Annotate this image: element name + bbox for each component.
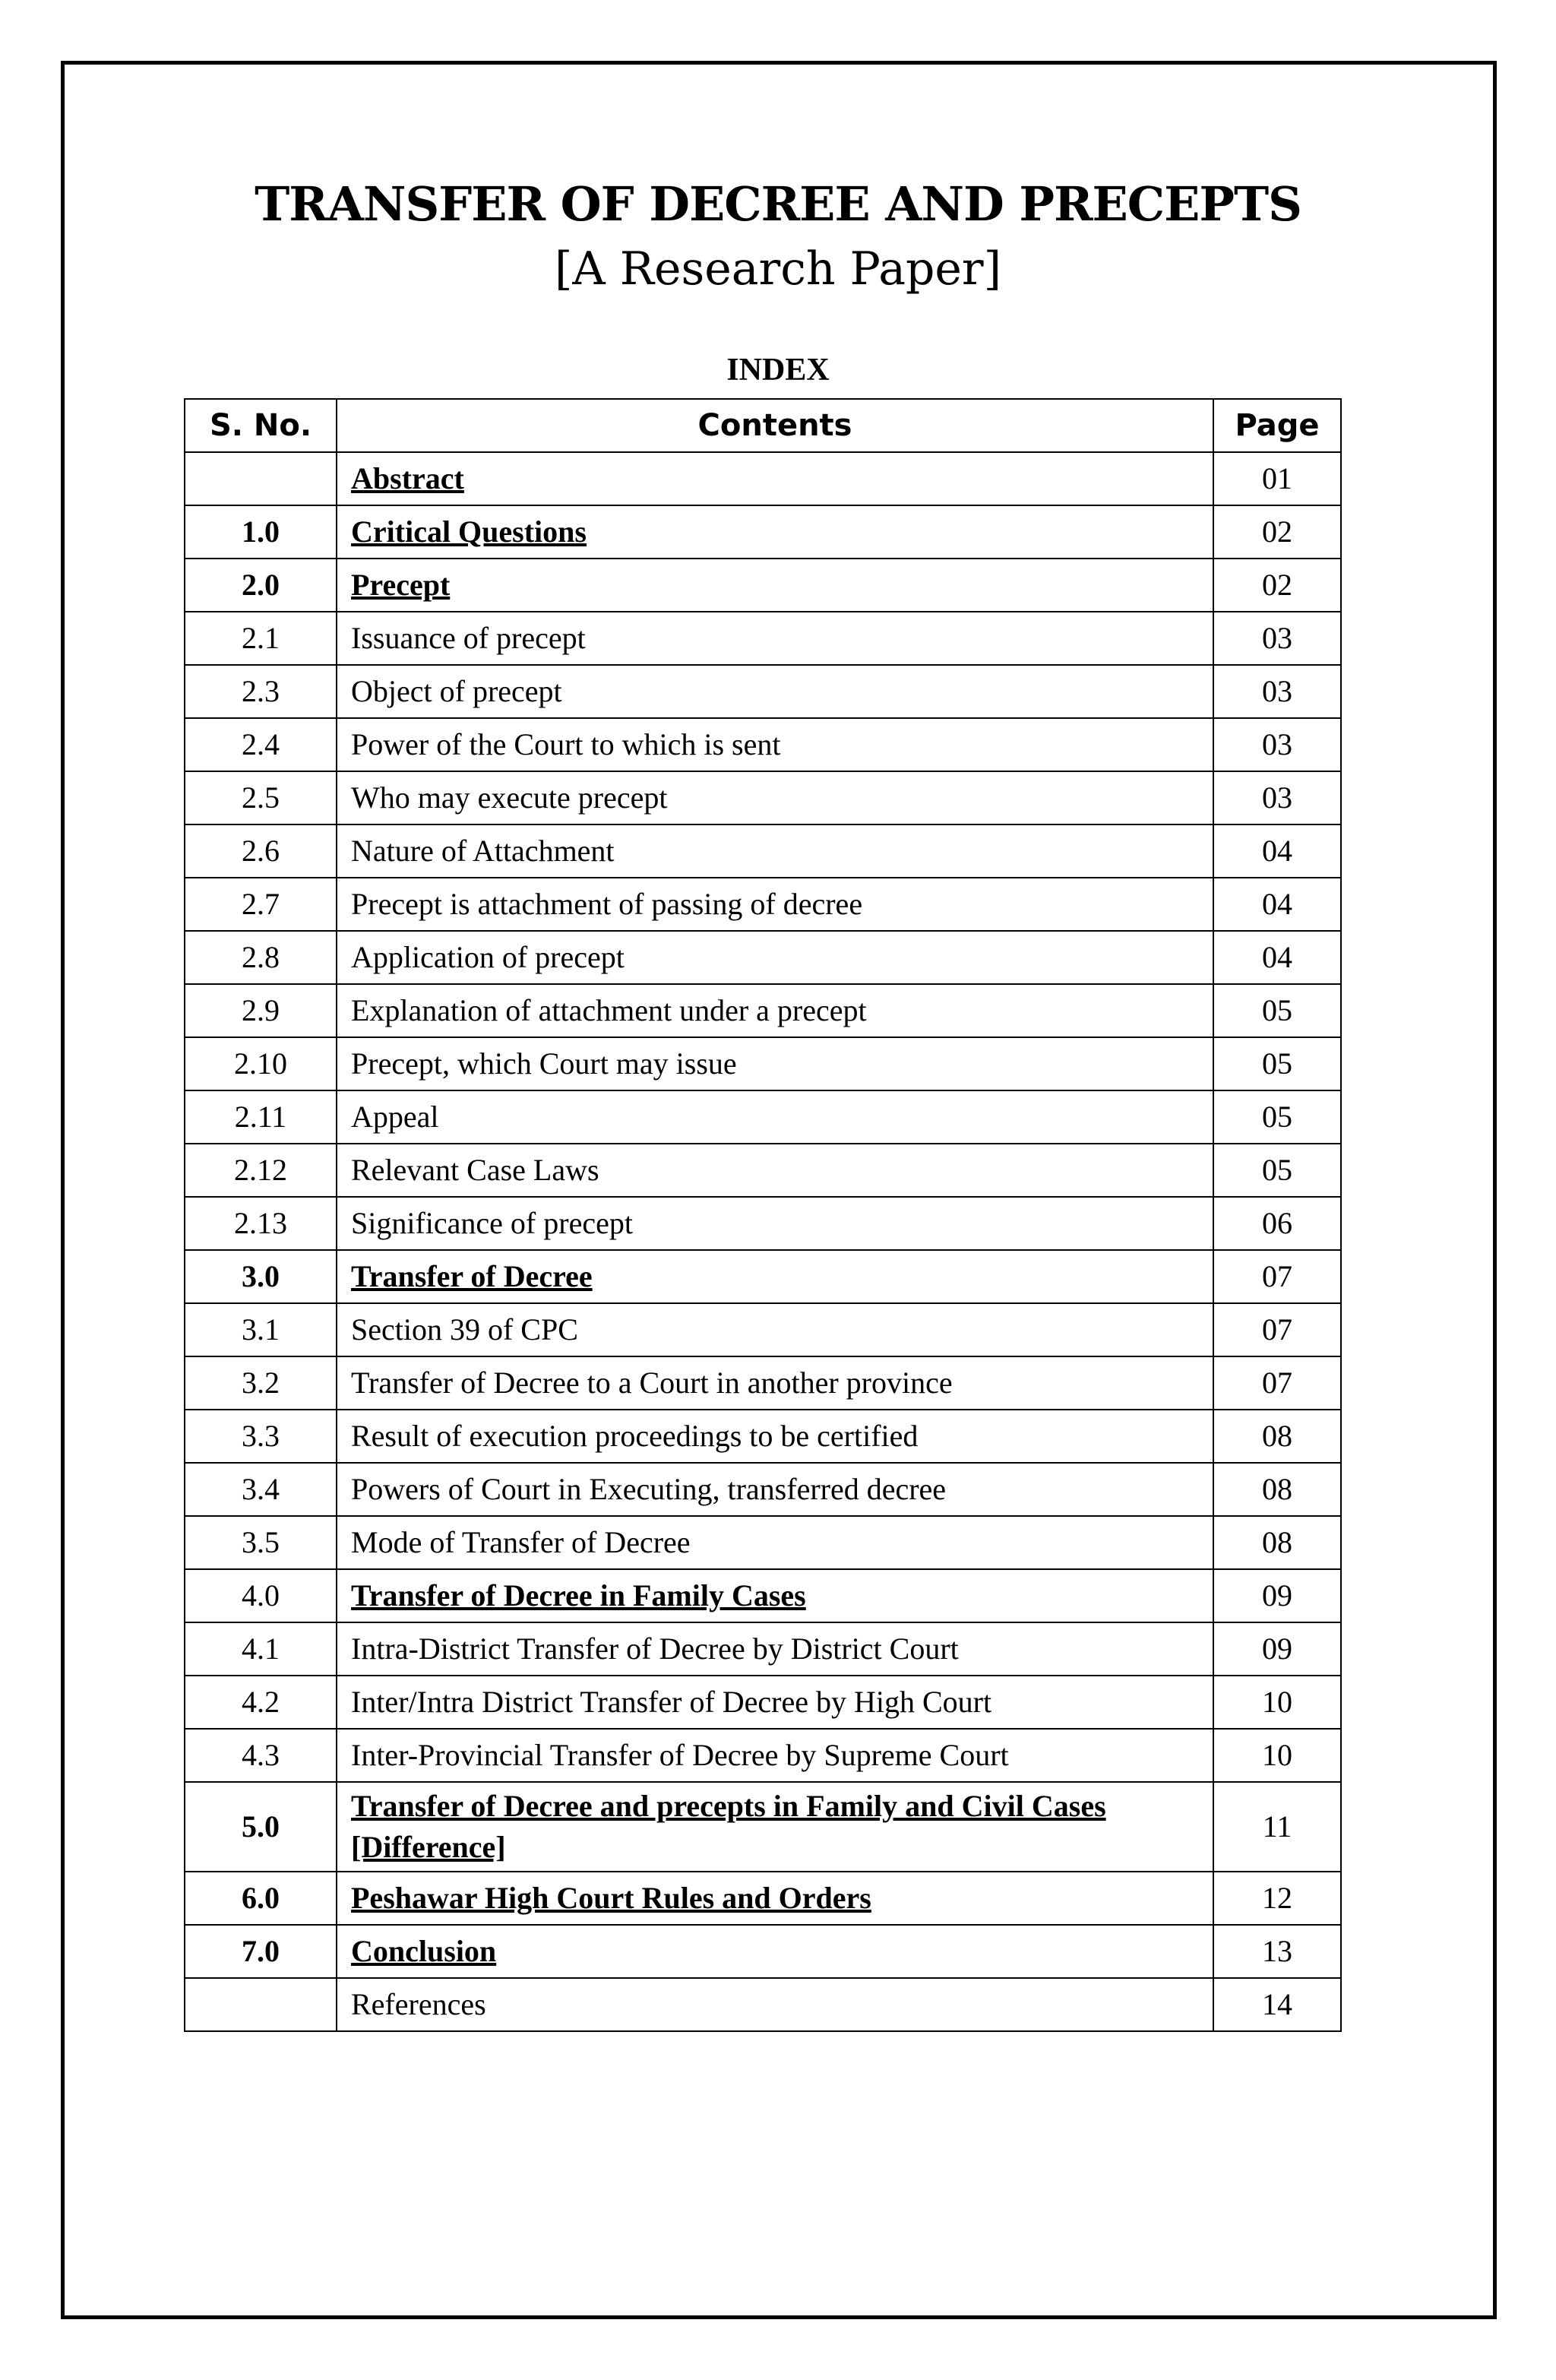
row-page-number: 14: [1213, 1978, 1341, 2031]
table-row: [185, 984, 1341, 1037]
table-row: [185, 1463, 1341, 1516]
table-row: [185, 1978, 1341, 2031]
table-row: [185, 1037, 1341, 1090]
table-row: [185, 771, 1341, 824]
row-section-number: 2.9: [185, 984, 337, 1037]
row-page-number: 08: [1213, 1463, 1341, 1516]
row-section-number: 2.13: [185, 1197, 337, 1250]
row-contents-title: References: [337, 1978, 1213, 2031]
row-section-number: 4.2: [185, 1676, 337, 1729]
row-page-number: 06: [1213, 1197, 1341, 1250]
table-row: [185, 824, 1341, 878]
row-contents-title: Significance of precept: [337, 1197, 1213, 1250]
table-row: [185, 1516, 1341, 1569]
row-section-number: 2.12: [185, 1144, 337, 1197]
row-contents-title: Issuance of precept: [337, 612, 1213, 665]
row-section-number: 3.4: [185, 1463, 337, 1516]
table-row: [185, 1872, 1341, 1925]
row-contents-title: Mode of Transfer of Decree: [337, 1516, 1213, 1569]
row-contents-title: Precept is attachment of passing of decree: [337, 878, 1213, 931]
row-contents-title: Inter/Intra District Transfer of Decree by High Court: [337, 1676, 1213, 1729]
row-page-number: 05: [1213, 1144, 1341, 1197]
header-page: Page: [1213, 399, 1341, 452]
row-contents-title: Transfer of Decree in Family Cases: [337, 1569, 1213, 1622]
row-page-number: 07: [1213, 1356, 1341, 1410]
row-section-number: 3.5: [185, 1516, 337, 1569]
table-row: [185, 1676, 1341, 1729]
header-contents: Contents: [337, 399, 1213, 452]
row-contents-title: Application of precept: [337, 931, 1213, 984]
table-row: [185, 1782, 1341, 1872]
table-row: [185, 505, 1341, 559]
row-page-number: 04: [1213, 824, 1341, 878]
row-page-number: 03: [1213, 718, 1341, 771]
row-contents-title: Conclusion: [337, 1925, 1213, 1978]
row-page-number: 11: [1213, 1782, 1341, 1872]
table-row: [185, 1144, 1341, 1197]
row-page-number: 09: [1213, 1622, 1341, 1676]
row-page-number: 12: [1213, 1872, 1341, 1925]
row-contents-title: Precept, which Court may issue: [337, 1037, 1213, 1090]
row-contents-title: Explanation of attachment under a precept: [337, 984, 1213, 1037]
row-page-number: 02: [1213, 559, 1341, 612]
row-page-number: 03: [1213, 612, 1341, 665]
table-row: [185, 718, 1341, 771]
table-row: [185, 1569, 1341, 1622]
index-heading: INDEX: [726, 353, 830, 388]
row-contents-title: Powers of Court in Executing, transferred decree: [337, 1463, 1213, 1516]
row-contents-title: Section 39 of CPC: [337, 1303, 1213, 1356]
row-contents-title: Transfer of Decree to a Court in another province: [337, 1356, 1213, 1410]
table-row: [185, 559, 1341, 612]
row-section-number: 2.7: [185, 878, 337, 931]
row-page-number: 05: [1213, 1090, 1341, 1144]
row-contents-title: Nature of Attachment: [337, 824, 1213, 878]
row-page-number: 09: [1213, 1569, 1341, 1622]
document-title: TRANSFER OF DECREE AND PRECEPTS: [255, 176, 1301, 232]
table-row: [185, 1303, 1341, 1356]
row-section-number: 4.3: [185, 1729, 337, 1782]
header-sno: S. No.: [185, 399, 337, 452]
row-contents-title: Critical Questions: [337, 505, 1213, 559]
row-page-number: 05: [1213, 984, 1341, 1037]
row-page-number: 03: [1213, 665, 1341, 718]
table-header-row: [185, 399, 1341, 452]
row-section-number: 3.2: [185, 1356, 337, 1410]
row-page-number: 08: [1213, 1410, 1341, 1463]
row-section-number: 2.11: [185, 1090, 337, 1144]
table-row: [185, 1356, 1341, 1410]
table-row: [185, 878, 1341, 931]
row-page-number: 02: [1213, 505, 1341, 559]
row-page-number: 05: [1213, 1037, 1341, 1090]
row-section-number: 6.0: [185, 1872, 337, 1925]
table-row: [185, 665, 1341, 718]
table-row: [185, 612, 1341, 665]
row-contents-title: Inter-Provincial Transfer of Decree by Supreme Court: [337, 1729, 1213, 1782]
table-row: [185, 1197, 1341, 1250]
row-section-number: 2.5: [185, 771, 337, 824]
table-row: [185, 1090, 1341, 1144]
row-section-number: 7.0: [185, 1925, 337, 1978]
row-section-number: 1.0: [185, 505, 337, 559]
row-section-number: 5.0: [185, 1782, 337, 1872]
row-section-number: [185, 1978, 337, 2031]
row-section-number: 2.4: [185, 718, 337, 771]
row-page-number: 10: [1213, 1729, 1341, 1782]
document-subtitle: [A Research Paper]: [554, 242, 1002, 296]
row-section-number: 2.1: [185, 612, 337, 665]
row-section-number: 2.3: [185, 665, 337, 718]
table-row: [185, 1410, 1341, 1463]
row-contents-title: Transfer of Decree: [337, 1250, 1213, 1303]
table-row: [185, 1729, 1341, 1782]
row-page-number: 07: [1213, 1250, 1341, 1303]
row-section-number: 3.3: [185, 1410, 337, 1463]
row-page-number: 04: [1213, 931, 1341, 984]
row-contents-title: Who may execute precept: [337, 771, 1213, 824]
row-contents-title: Peshawar High Court Rules and Orders: [337, 1872, 1213, 1925]
row-contents-title: Precept: [337, 559, 1213, 612]
row-contents-title: Result of execution proceedings to be certified: [337, 1410, 1213, 1463]
row-section-number: 4.1: [185, 1622, 337, 1676]
table-row: [185, 1925, 1341, 1978]
row-page-number: 13: [1213, 1925, 1341, 1978]
table-row: [185, 1250, 1341, 1303]
row-page-number: 08: [1213, 1516, 1341, 1569]
row-section-number: 2.8: [185, 931, 337, 984]
row-section-number: [185, 452, 337, 505]
row-page-number: 01: [1213, 452, 1341, 505]
row-contents-title: Appeal: [337, 1090, 1213, 1144]
table-body: [185, 452, 1341, 2031]
index-table: [184, 398, 1342, 2032]
row-contents-title: Relevant Case Laws: [337, 1144, 1213, 1197]
row-section-number: 4.0: [185, 1569, 337, 1622]
row-contents-title: Intra-District Transfer of Decree by District Court: [337, 1622, 1213, 1676]
row-page-number: 03: [1213, 771, 1341, 824]
table-row: [185, 931, 1341, 984]
row-section-number: 2.10: [185, 1037, 337, 1090]
row-page-number: 04: [1213, 878, 1341, 931]
row-contents-title: Object of precept: [337, 665, 1213, 718]
row-section-number: 3.1: [185, 1303, 337, 1356]
table-row: [185, 452, 1341, 505]
table-row: [185, 1622, 1341, 1676]
row-page-number: 10: [1213, 1676, 1341, 1729]
row-page-number: 07: [1213, 1303, 1341, 1356]
row-section-number: 3.0: [185, 1250, 337, 1303]
row-contents-title: Power of the Court to which is sent: [337, 718, 1213, 771]
row-contents-title: Abstract: [337, 452, 1213, 505]
row-section-number: 2.6: [185, 824, 337, 878]
row-contents-title: Transfer of Decree and precepts in Family and Civil Cases [Difference]: [337, 1782, 1213, 1872]
row-section-number: 2.0: [185, 559, 337, 612]
